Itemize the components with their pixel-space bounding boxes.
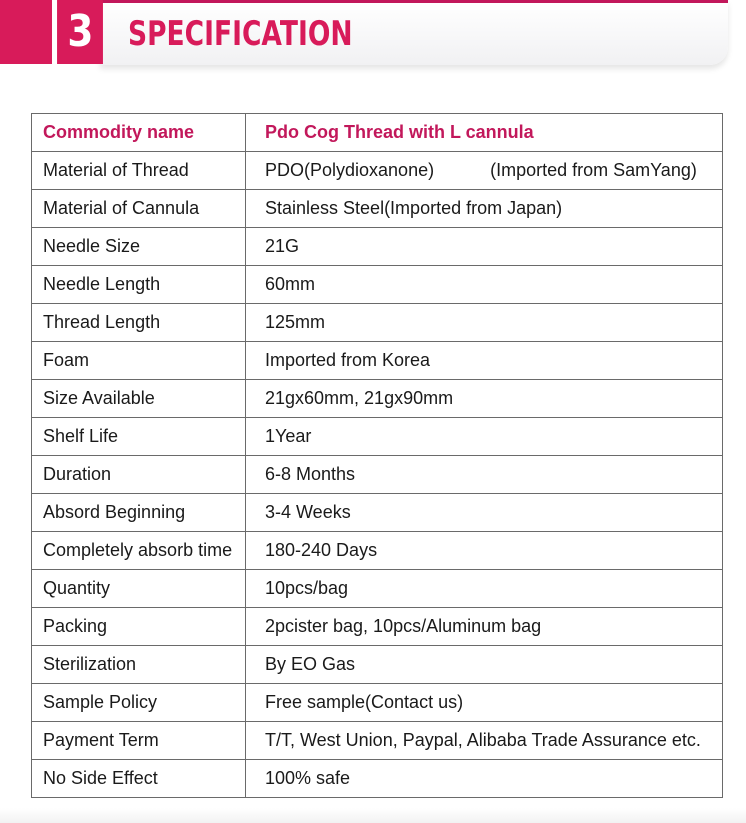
- row-value: T/T, West Union, Paypal, Alibaba Trade Assurance etc.: [246, 722, 723, 760]
- row-value: 2pcister bag, 10pcs/Aluminum bag: [246, 608, 723, 646]
- table-row: [32, 646, 723, 684]
- row-value: 21G: [246, 228, 723, 266]
- row-value: Free sample(Contact us): [246, 684, 723, 722]
- row-value: 21gx60mm, 21gx90mm: [246, 380, 723, 418]
- table-row: [32, 190, 723, 228]
- row-key: Foam: [32, 342, 246, 380]
- table-row: [32, 722, 723, 760]
- section-number: 3: [57, 0, 103, 64]
- table-row: [32, 380, 723, 418]
- table-row: [32, 228, 723, 266]
- row-key: Completely absorb time: [32, 532, 246, 570]
- row-key: No Side Effect: [32, 760, 246, 798]
- row-value-extra: (Imported from SamYang): [490, 160, 697, 180]
- row-key: Quantity: [32, 570, 246, 608]
- table-row: [32, 152, 723, 190]
- row-key: Sample Policy: [32, 684, 246, 722]
- row-key: Material of Cannula: [32, 190, 246, 228]
- row-value: By EO Gas: [246, 646, 723, 684]
- row-key: Sterilization: [32, 646, 246, 684]
- table-row: [32, 760, 723, 798]
- table-row: [32, 456, 723, 494]
- row-value: 180-240 Days: [246, 532, 723, 570]
- row-value: 1Year: [246, 418, 723, 456]
- row-key: Shelf Life: [32, 418, 246, 456]
- section-banner: [0, 0, 746, 66]
- row-value: 6-8 Months: [246, 456, 723, 494]
- header-value: Pdo Cog Thread with L cannula: [246, 114, 723, 152]
- header-key: Commodity name: [32, 114, 246, 152]
- table-row: [32, 608, 723, 646]
- table-row: [32, 494, 723, 532]
- row-key: Packing: [32, 608, 246, 646]
- table-header-row: [32, 114, 723, 152]
- row-key: Material of Thread: [32, 152, 246, 190]
- row-value: [246, 152, 723, 190]
- row-key: Needle Length: [32, 266, 246, 304]
- row-value: 100% safe: [246, 760, 723, 798]
- table-row: [32, 342, 723, 380]
- row-value: 60mm: [246, 266, 723, 304]
- row-key: Absord Beginning: [32, 494, 246, 532]
- table-row: [32, 304, 723, 342]
- table-row: [32, 418, 723, 456]
- row-value: 125mm: [246, 304, 723, 342]
- footer-shadow: [0, 808, 746, 823]
- section-title: SPECIFICATION: [128, 14, 353, 54]
- row-value: 10pcs/bag: [246, 570, 723, 608]
- row-value: Imported from Korea: [246, 342, 723, 380]
- row-key: Needle Size: [32, 228, 246, 266]
- row-key: Payment Term: [32, 722, 246, 760]
- row-value: Stainless Steel(Imported from Japan): [246, 190, 723, 228]
- row-key: Duration: [32, 456, 246, 494]
- dashed-divider: [52, 0, 53, 64]
- table-row: [32, 570, 723, 608]
- table-row: [32, 684, 723, 722]
- row-key: Size Available: [32, 380, 246, 418]
- row-value: 3-4 Weeks: [246, 494, 723, 532]
- ticket-stub-decoration: [0, 0, 52, 64]
- table-row: [32, 266, 723, 304]
- row-value-main: PDO(Polydioxanone): [265, 160, 435, 180]
- row-key: Thread Length: [32, 304, 246, 342]
- specification-table: [31, 113, 723, 798]
- table-row: [32, 532, 723, 570]
